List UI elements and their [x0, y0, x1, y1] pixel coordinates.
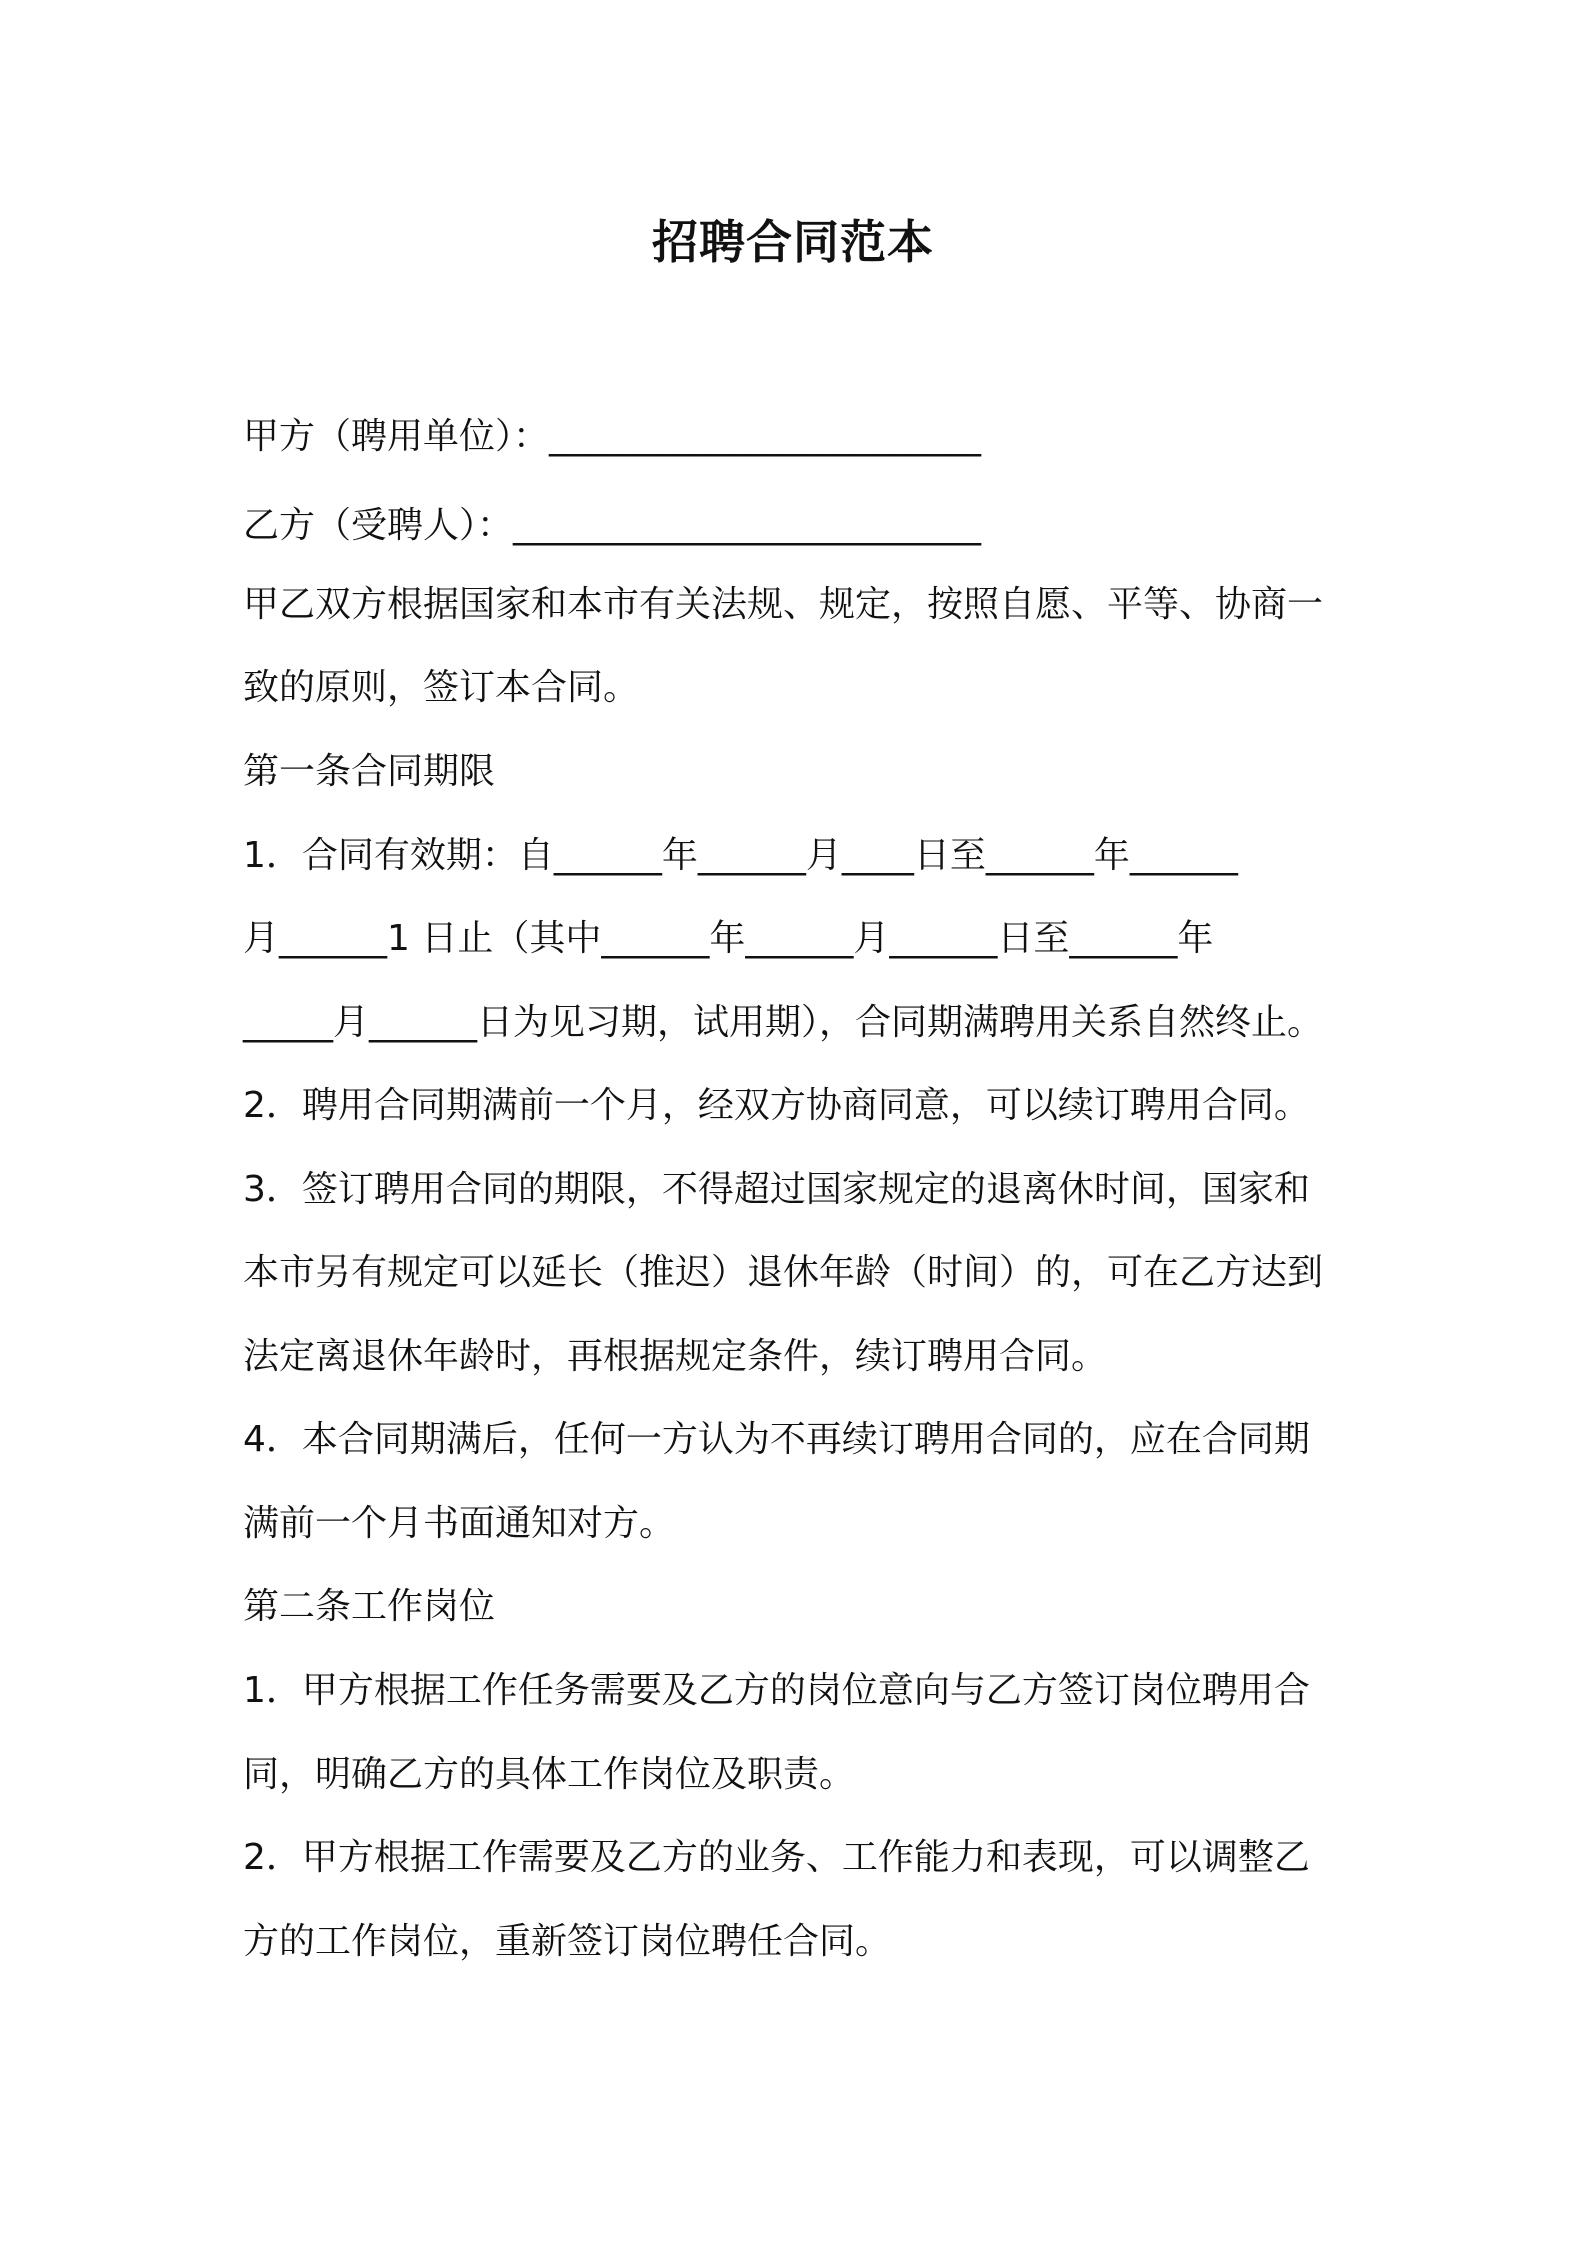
article-2-item-2-line-1: 2．甲方根据工作需要及乙方的业务、工作能力和表现，可以调整乙	[243, 1837, 1310, 1878]
article-1-item-3-line-2: 本市另有规定可以延长（推迟）退休年龄（时间）的，可在乙方达到	[243, 1252, 1324, 1293]
article-2-item-1-line-1: 1．甲方根据工作任务需要及乙方的岗位意向与乙方签订岗位聘用合	[243, 1670, 1310, 1711]
article-1-item-1-line-2: 月______1 日止（其中______年______月______日至______年	[243, 918, 1214, 959]
party-b-line: 乙方（受聘人）：__________________________	[243, 505, 982, 546]
article-1-item-1-line-3: _____月______日为见习期，试用期），合同期满聘用关系自然终止。	[243, 1002, 1324, 1043]
article-2-heading: 第二条工作岗位	[243, 1586, 496, 1627]
article-1-item-4-line-1: 4．本合同期满后，任何一方认为不再续订聘用合同的，应在合同期	[243, 1419, 1310, 1460]
party-a-line: 甲方（聘用单位）：________________________	[243, 416, 982, 457]
document-title: 招聘合同范本	[652, 215, 934, 269]
article-1-item-2: 2．聘用合同期满前一个月，经双方协商同意，可以续订聘用合同。	[243, 1085, 1310, 1126]
article-2-item-2-line-2: 方的工作岗位，重新签订岗位聘任合同。	[243, 1921, 892, 1962]
article-1-heading: 第一条合同期限	[243, 751, 496, 792]
article-1-item-3-line-3: 法定离退休年龄时，再根据规定条件，续订聘用合同。	[243, 1336, 1108, 1377]
article-1-item-1-line-1: 1．合同有效期：自______年______月____日至______年______	[243, 835, 1238, 876]
preamble-line-2: 致的原则，签订本合同。	[243, 667, 640, 708]
article-1-item-4-line-2: 满前一个月书面通知对方。	[243, 1503, 676, 1544]
article-2-item-1-line-2: 同，明确乙方的具体工作岗位及职责。	[243, 1754, 856, 1795]
article-1-item-3-line-1: 3．签订聘用合同的期限，不得超过国家规定的退离休时间，国家和	[243, 1169, 1310, 1210]
preamble-line-1: 甲乙双方根据国家和本市有关法规、规定，按照自愿、平等、协商一	[243, 584, 1324, 625]
